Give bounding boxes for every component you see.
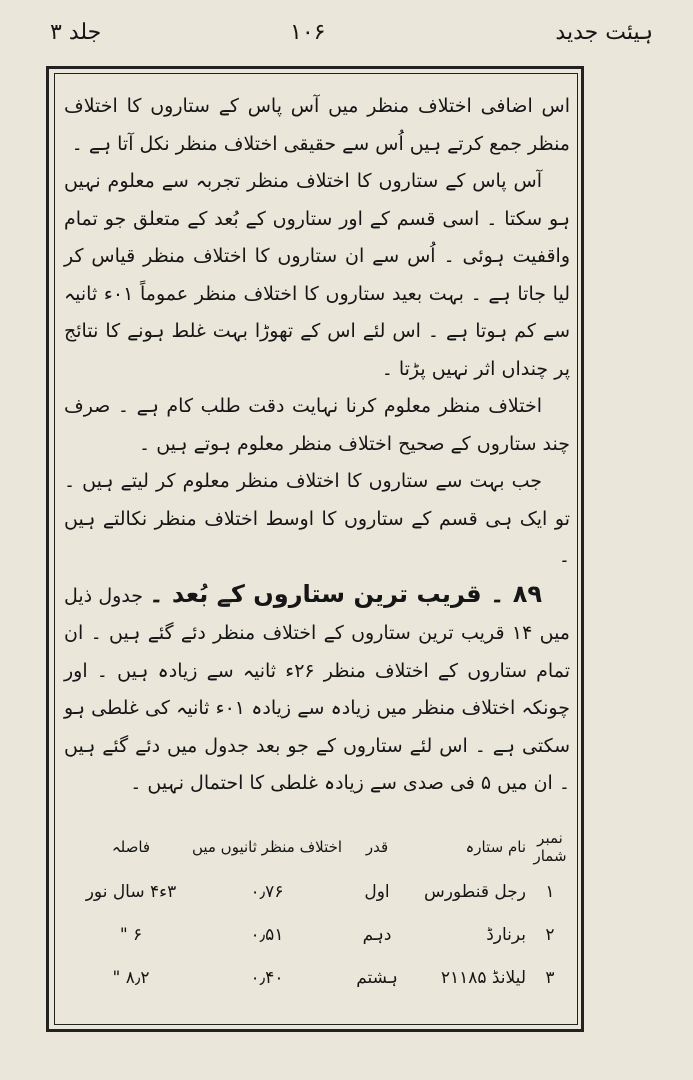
paragraph: آس پاس کے ستاروں کا اختلاف منظر تجربہ سے معلوم نہیں ہو سکتا ۔ اسی قسم کے اور ستاروں کے بُعد کے متعلق جو تمام واقفیت ہوئی ۔ اُس سے ان ستاروں کا اختلاف منظر قیاس کر لیا جاتا ہے ۔ بہت بعید ستاروں کا اختلاف منظر عموماً ۰۱ء ثانیہ سے کم ہوتا ہے ۔ اس لئے اس کے تھوڑا بہت غلط ہونے کا نتائج پر چنداں اثر نہیں پڑتا ۔ [64,170,570,380]
cell-number: ۱ [545,881,555,902]
paragraph: اس اضافی اختلاف منظر میں آس پاس کے ستاروں کا اختلاف منظر جمع کرتے ہیں اُس سے حقیقی اختلاف منظر نکل آتا ہے ۔ [64,95,570,155]
table-row [76,913,574,956]
table-row [76,956,574,999]
nearest-stars-table [76,824,574,999]
col-header-magnitude: قدر [365,838,389,856]
cell-magnitude: ہشتم [356,968,398,988]
cell-name: لیلانڈ ۲۱۱۸۵ [440,967,526,988]
col-header-number: نمبر شمار [533,829,567,865]
paragraph: جدول ذیل میں ۱۴ قریب ترین ستاروں کے اختلاف منظر دئے گئے ہیں ۔ ان تمام ستاروں کے اختلاف منظر ۲۶ء ثانیہ سے زیادہ ہیں ۔ اور چونکہ اختلاف منظر میں زیادہ سے زیادہ ۰۱ء ثانیہ کی غلطی ہو سکتی ہے ۔ اس لئے ستاروں کے جو بعد جدول میں دئے گئے ہیں ۔ ان میں ۵ فی صدی سے زیادہ غلطی کا احتمال نہیں ۔ [64,584,570,794]
col-header-parallax: اختلاف منظر ثانیوں میں [191,838,343,856]
paragraph: جب بہت سے ستاروں کا اختلاف منظر معلوم کر لیتے ہیں ۔ تو ایک ہی قسم کے ستاروں کا اوسط اختلاف منظر نکالتے ہیں ۔ [64,470,570,567]
cell-parallax: ۰٫۷۶ [250,881,284,902]
paragraph: اختلاف منظر معلوم کرنا نہایت دقت طلب کام ہے ۔ صرف چند ستاروں کے صحیح اختلاف منظر معلوم ہوتے ہیں ۔ [64,395,570,455]
cell-parallax: ۰٫۴۰ [250,967,284,988]
body-text [64,88,570,803]
page-number: ۱۰۶ [290,20,326,45]
table-header-row [76,824,574,870]
section-heading: ۸۹ ۔ قریب ترین ستاروں کے بُعد ۔ [149,579,542,608]
cell-distance: ۳ء۴ سال نور [85,881,177,902]
cell-name: برنارڈ [486,924,526,945]
cell-distance: ۸٫۲ " [112,967,150,988]
cell-number: ۳ [545,967,555,988]
cell-distance: ۶ " [119,924,143,945]
col-header-distance: فاصلہ [111,838,151,856]
volume-label: جلد ۳ [50,19,102,45]
cell-magnitude: دہم [362,925,392,945]
cell-magnitude: اول [364,881,390,902]
cell-number: ۲ [545,924,555,945]
book-title: ہیئت جدید [555,19,653,45]
col-header-name: نام ستارہ [465,838,526,856]
table-row [76,870,574,913]
cell-parallax: ۰٫۵۱ [250,924,284,945]
running-header [50,14,653,50]
cell-name: رجل قنطورس [424,881,526,902]
